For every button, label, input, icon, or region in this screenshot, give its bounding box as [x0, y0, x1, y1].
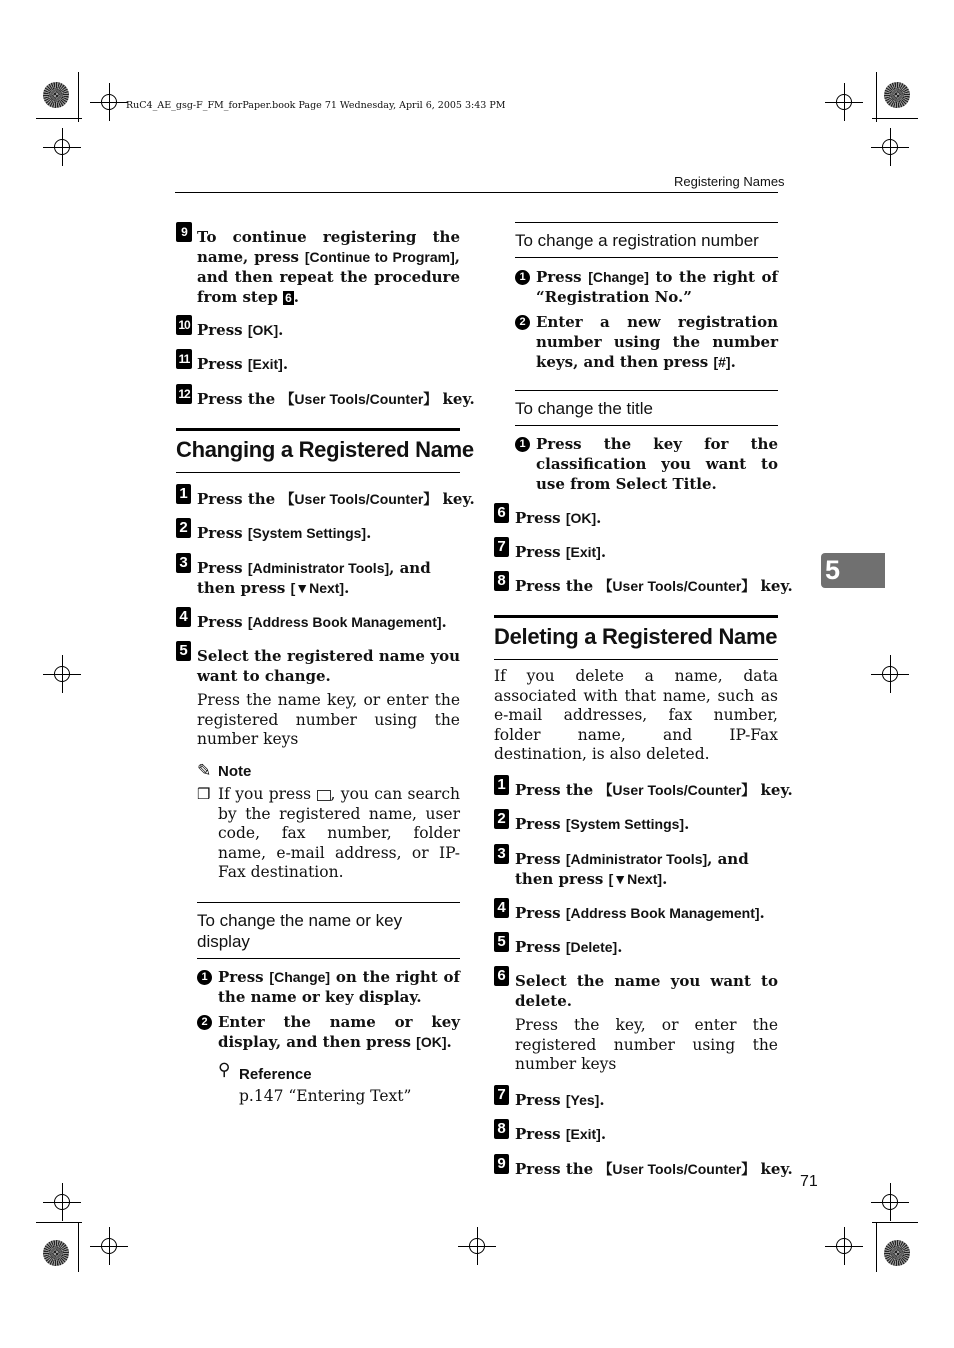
subsection-title: To change the title	[515, 399, 653, 418]
subsection-title: To change a registration number	[515, 231, 759, 250]
step-number: 11	[176, 349, 192, 369]
step-2: Press [System Settings].	[197, 524, 372, 542]
substep-2: Enter the name or key display, and then press [OK].	[218, 1013, 460, 1051]
bullet-1-icon: 1	[515, 437, 530, 452]
section-rule	[176, 428, 460, 431]
step-number: 7	[494, 537, 509, 557]
step-8: Press the 【User Tools/Counter】 key.	[515, 577, 793, 595]
registration-mark-icon	[882, 1194, 898, 1210]
search-key-icon	[317, 790, 331, 801]
step-number: 1	[176, 484, 191, 504]
subsection-rule	[515, 425, 778, 426]
step-5: Select the registered name you want to change.	[197, 647, 460, 685]
step-9: To continue registering the name, press [Continue to Program], and then repeat the procedure from step 6 .	[197, 228, 460, 306]
step-9: Press the 【User Tools/Counter】 key.	[515, 1160, 793, 1178]
chapter-tab: 5	[821, 553, 885, 588]
registration-mark-icon	[469, 1238, 485, 1254]
color-target-icon	[884, 1240, 910, 1266]
bullet-1-icon: 1	[197, 970, 212, 985]
step-number: 3	[176, 553, 191, 573]
step-number: 10	[176, 315, 192, 335]
running-head: Registering Names	[674, 174, 785, 189]
step-6: Select the name you want to delete.	[515, 972, 778, 1010]
step-ref-icon: 6	[285, 291, 292, 305]
section-intro: If you delete a name, data associated with that name, such as e-mail addresses, fax number, folder name, and IP-Fax destination, is also deleted.	[494, 667, 778, 764]
bullet-2-icon: 2	[515, 315, 530, 330]
step-number: 2	[494, 809, 509, 829]
bullet-2-icon: 2	[197, 1015, 212, 1030]
note-icon: ✎	[197, 761, 212, 781]
step-number: 7	[494, 1085, 509, 1105]
step-number: 3	[494, 844, 509, 864]
section-rule	[494, 659, 778, 660]
registration-mark-icon	[54, 666, 70, 682]
substep-1: Press [Change] to the right of “Registration No.”	[536, 268, 778, 306]
color-target-icon	[43, 1240, 69, 1266]
step-8: Press [Exit].	[515, 1125, 607, 1143]
step-number: 4	[176, 607, 191, 627]
bullet-1-icon: 1	[515, 270, 530, 285]
step-number: 5	[494, 932, 509, 952]
reference-label: Reference	[239, 1066, 312, 1083]
subsection-rule	[197, 958, 460, 959]
step-11: Press [Exit].	[197, 355, 289, 373]
reference-link[interactable]: p.147 “Entering Text”	[239, 1087, 412, 1105]
registration-mark-icon	[101, 94, 117, 110]
step-1: Press the 【User Tools/Counter】 key.	[515, 781, 793, 799]
step-6: Press [OK].	[515, 509, 602, 527]
subsection-title: To change the name or key display	[197, 911, 403, 951]
substep-1: Press the key for the classification you want to use from Select Title.	[536, 435, 778, 493]
step-6-body: Press the key, or enter the registered number using the number keys	[515, 1016, 778, 1074]
reference-icon: ⚲	[218, 1060, 231, 1080]
step-2: Press [System Settings].	[515, 815, 690, 833]
step-number: 8	[494, 571, 509, 591]
registration-mark-icon	[882, 139, 898, 155]
color-target-icon	[884, 82, 910, 108]
checkbox-icon: ❒	[197, 785, 211, 803]
print-header: RuC4_AE_gsg-F_FM_forPaper.book Page 71 Wednesday, April 6, 2005 3:43 PM	[126, 100, 506, 111]
step-number: 9	[494, 1154, 509, 1174]
step-number: 6	[494, 966, 509, 986]
color-target-icon	[43, 82, 69, 108]
step-number: 12	[176, 384, 192, 404]
registration-mark-icon	[836, 1238, 852, 1254]
step-7: Press [Yes].	[515, 1091, 605, 1109]
registration-mark-icon	[101, 1238, 117, 1254]
step-number: 9	[176, 222, 192, 242]
section-rule	[494, 615, 778, 618]
step-3: Press [Administrator Tools], and then press [▼Next].	[515, 850, 749, 888]
subsection-rule	[197, 902, 460, 903]
step-3: Press [Administrator Tools], and then press [▼Next].	[197, 559, 431, 597]
note-text: If you press , you can search by the registered name, user code, fax number, folder name, e-mail address, or IP-Fax destination.	[218, 785, 460, 882]
step-5: Press [Delete].	[515, 938, 623, 956]
step-5-body: Press the name key, or enter the registered number using the number keys	[197, 691, 460, 749]
step-7: Press [Exit].	[515, 543, 607, 561]
section-title: Changing a Registered Name	[176, 437, 474, 462]
step-12: Press the 【User Tools/Counter】 key.	[197, 390, 475, 408]
header-rule	[175, 192, 778, 193]
substep-1: Press [Change] on the right of the name or key display.	[218, 968, 460, 1006]
step-10: Press [OK].	[197, 321, 284, 339]
registration-mark-icon	[882, 666, 898, 682]
step-number: 6	[494, 503, 509, 523]
substep-2: Enter a new registration number using the number keys, and then press [#].	[536, 313, 778, 371]
subsection-rule	[515, 390, 778, 391]
step-number: 4	[494, 898, 509, 918]
registration-mark-icon	[54, 1194, 70, 1210]
step-number: 1	[494, 775, 509, 795]
section-rule	[176, 472, 460, 473]
step-number: 2	[176, 518, 191, 538]
note-label: Note	[218, 763, 252, 780]
step-1: Press the 【User Tools/Counter】 key.	[197, 490, 475, 508]
registration-mark-icon	[836, 94, 852, 110]
page-number: 71	[800, 1173, 818, 1190]
registration-mark-icon	[54, 139, 70, 155]
subsection-rule	[515, 222, 778, 223]
subsection-rule	[515, 257, 778, 258]
step-4: Press [Address Book Management].	[197, 613, 447, 631]
step-4: Press [Address Book Management].	[515, 904, 765, 922]
step-number: 5	[176, 641, 191, 661]
section-title: Deleting a Registered Name	[494, 624, 778, 649]
step-number: 8	[494, 1119, 509, 1139]
